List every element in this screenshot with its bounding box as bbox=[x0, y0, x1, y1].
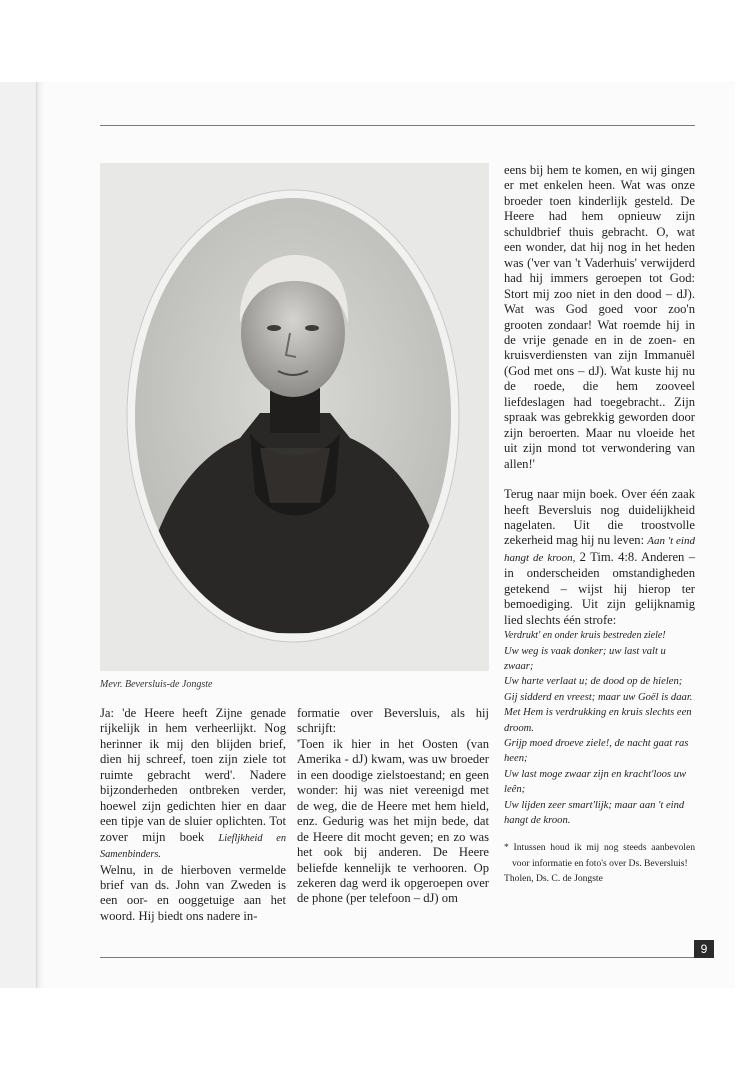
paragraph bbox=[504, 487, 695, 628]
column-1 bbox=[100, 706, 286, 924]
poem-line: Uw lijden zeer smart'lijk; maar aan 't eind hangt de kroon. bbox=[504, 799, 685, 827]
poem-line: Met Hem is verdrukking en kruis slechts een droom. bbox=[504, 707, 692, 734]
signature: Tholen, Ds. C. de Jongste bbox=[504, 873, 603, 885]
hymn-title: Aan 't eind hangt de kroon, bbox=[504, 535, 695, 564]
poem-line: Uw weg is vaak donker; uw last valt u zwaar; bbox=[504, 645, 666, 672]
poem-line: Gij sidderd en vreest; maar uw Goël is daar. bbox=[504, 691, 693, 703]
page-number: 9 bbox=[694, 940, 714, 958]
book-title: Liefljkheid en Samenbinders. bbox=[100, 832, 286, 861]
paragraph bbox=[100, 706, 286, 863]
portrait-photo bbox=[100, 163, 489, 671]
poem-stanza bbox=[504, 628, 695, 828]
paragraph: formatie over Beversluis, als hij schrijft: bbox=[297, 706, 489, 736]
poem-line: Uw harte verlaat u; de dood op de hielen; bbox=[504, 676, 683, 688]
poem-line: Uw last moge zwaar zijn en kracht'loos uw leên; bbox=[504, 768, 687, 796]
column-3 bbox=[504, 163, 695, 886]
paragraph-text: Terug naar mijn boek. Over één zaak heeft Beversluis nog duidelijkheid nagelaten. Uit die troostvolle zekerheid mag hij nu leven: bbox=[504, 487, 695, 548]
photo-caption: Mevr. Beversluis-de Jongste bbox=[100, 679, 213, 690]
top-rule bbox=[100, 125, 695, 126]
column-2 bbox=[297, 706, 489, 907]
quote-paragraph: 'Toen ik hier in het Oosten (van Amerika - dJ) kwam, was uw broeder in een doodige zielstoestand; en geen wonder: hij was niet vereenigd met de weg, die de Heere met hem hield, enz. Gedurig was het mijn bede, dat de Heere dit mocht geven; en zo was het ook bij anderen. De Heere beliefde kennelijk te verhooren. Op zekeren dag werd ik opgeroepen over de phone (per telefoon – dJ) om bbox=[297, 736, 489, 906]
paragraph-text: Ja: 'de Heere heeft Zijne genade rijkelijk in hem verheerlijkt. Nog herinner ik mij den blijden brief, dien hij schreef, toen zijn ziele tot ruimte gebracht werd'. Nadere bijzonderheden ontbreken verder, hoewel zijn gedichten hier en daar een tipje van de sluier oplichten. Tot zover mijn boek bbox=[100, 706, 286, 844]
poem-line: Grijp moed droeve ziele!, de nacht gaat ras heen; bbox=[504, 737, 689, 765]
footnote bbox=[504, 840, 695, 886]
paragraph: Welnu, in de hierboven vermelde brief van ds. John van Zweden is een oor- en ooggetuige aan het woord. Hij biedt ons nadere in- bbox=[100, 862, 286, 923]
footnote-text: * Intussen houd ik mij nog steeds aanbevolen voor informatie en foto's over Ds. Beversluis! bbox=[504, 842, 695, 869]
poem-line: Verdrukt' en onder kruis bestreden ziele! bbox=[504, 630, 666, 642]
bottom-rule bbox=[100, 957, 695, 958]
book-spine bbox=[0, 82, 37, 988]
paragraph-text: 2 Tim. 4:8. Anderen – in onderscheiden omstandigheden getekend – wijst hij hierop ter bemoediging. Uit zijn gelijknamig lied slechts één strofe: bbox=[504, 549, 695, 627]
quote-paragraph: eens bij hem te komen, en wij gingen er met enkelen heen. Wat was onze broeder toen kinderlijk gesteld. De Heere had hem opnieuw zijn schuldbrief thuis gebracht. O, wat een wonder, dat hij nog in het heden was ('ver van 't Vaderhuis' verwijderd had hij immers geroepen tot God: Stort mij zoo niet in den dood – dJ). Wat was God goed voor zoo'n grooten zondaar! Wat roemde hij in de vrije genade en in de zoen- en kruisverdiensten van zijn Immanuël (God met ons – dJ). Wat kuste hij nu de roede, die hem zooveel liefdeslagen had toegebracht.. Zijn spraak was gebrekkig geworden door zijn beroerten. Maar nu vloeide het uit zijn mond tot verwondering van allen!' bbox=[504, 163, 695, 471]
